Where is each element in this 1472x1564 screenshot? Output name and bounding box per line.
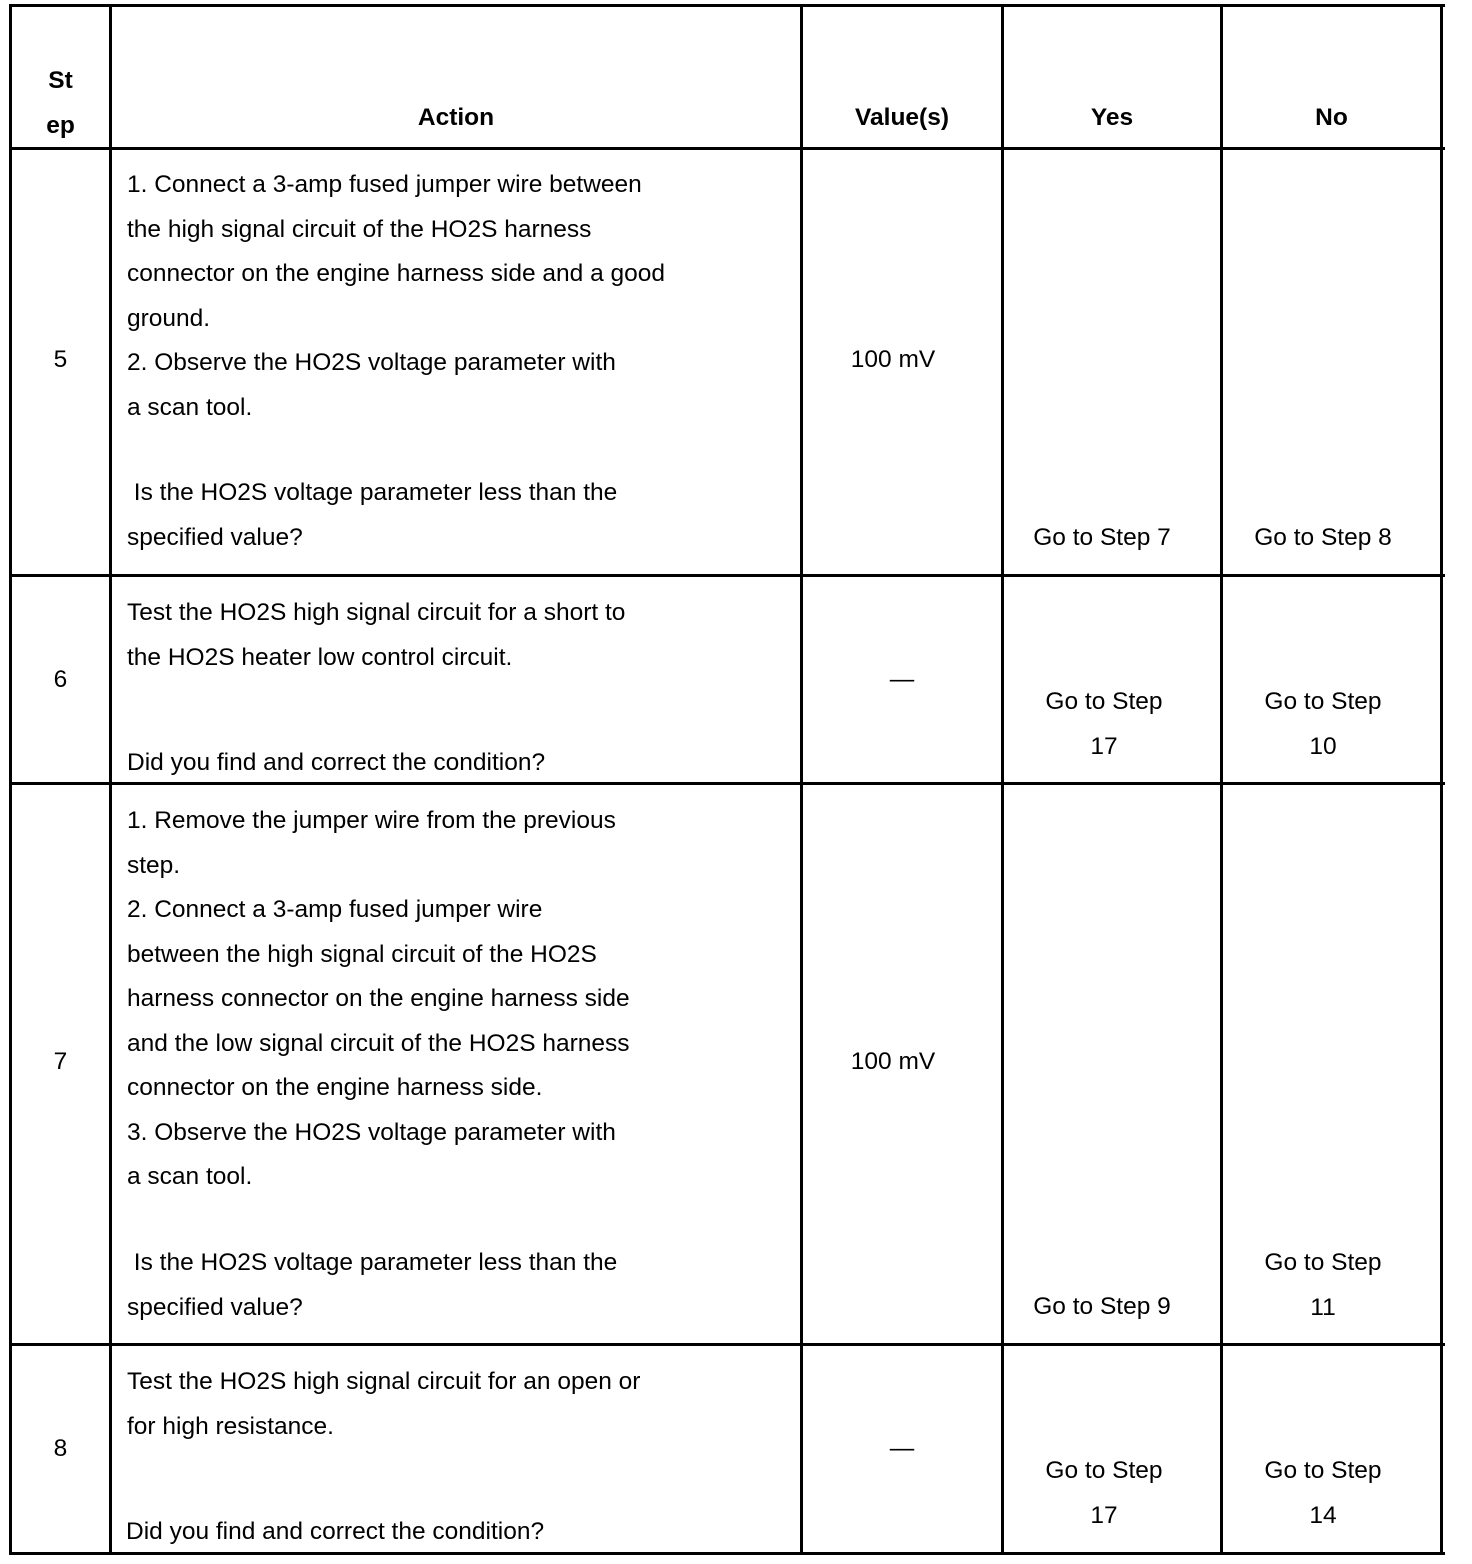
action-line: ground. xyxy=(127,304,211,332)
action-line: 3. Observe the HO2S voltage parameter with xyxy=(127,1118,616,1146)
yes-result xyxy=(1004,680,1204,769)
step-number: 6 xyxy=(53,666,68,693)
header-step xyxy=(12,59,109,148)
yes-result xyxy=(1004,516,1200,561)
action-line: Test the HO2S high signal circuit for a short to xyxy=(127,599,626,626)
no-line: Go to Step xyxy=(1264,1457,1382,1484)
action-line: the high signal circuit of the HO2S harness xyxy=(127,215,592,243)
header-step-line1: St xyxy=(48,67,73,94)
header-step-line2: ep xyxy=(46,111,75,139)
action-text xyxy=(127,1360,640,1449)
table-border-top xyxy=(9,4,1445,7)
value-cell: 100 mV xyxy=(850,1048,936,1075)
question-line: Is the HO2S voltage parameter less than the xyxy=(127,479,618,506)
question-line: Is the HO2S voltage parameter less than the xyxy=(127,1249,618,1276)
no-line: Go to Step xyxy=(1264,688,1382,715)
yes-result xyxy=(1004,1285,1200,1330)
question-text xyxy=(127,1241,617,1330)
question-text xyxy=(127,471,617,560)
no-result xyxy=(1223,680,1423,769)
action-line: 2. Connect a 3-amp fused jumper wire xyxy=(127,896,543,923)
yes-line: 17 xyxy=(1090,732,1118,760)
no-result xyxy=(1223,1449,1423,1538)
yes-line: 17 xyxy=(1090,1501,1118,1529)
yes-line: Go to Step 9 xyxy=(1033,1293,1171,1320)
table-rule-row-7 xyxy=(9,1343,1445,1346)
header-values: Value(s) xyxy=(855,104,949,131)
no-line: 10 xyxy=(1309,732,1337,760)
step-number: 5 xyxy=(53,346,68,373)
action-line: a scan tool. xyxy=(127,393,253,421)
action-text xyxy=(127,163,665,430)
question-line: specified value? xyxy=(127,523,303,551)
action-line: connector on the engine harness side and a good xyxy=(127,260,666,287)
yes-line: Go to Step xyxy=(1045,688,1163,715)
action-line: Test the HO2S high signal circuit for an open or xyxy=(127,1368,641,1395)
table-rule-row-5 xyxy=(9,574,1445,577)
step-number: 8 xyxy=(53,1435,68,1462)
no-line: 11 xyxy=(1310,1293,1336,1321)
yes-line: Go to Step 7 xyxy=(1033,524,1171,551)
no-line: Go to Step xyxy=(1264,1249,1382,1276)
yes-line: Go to Step xyxy=(1045,1457,1163,1484)
action-line: a scan tool. xyxy=(127,1163,253,1190)
action-line: 1. Remove the jumper wire from the previous xyxy=(127,807,616,834)
table-rule-step xyxy=(109,4,112,1555)
no-line: 14 xyxy=(1309,1501,1337,1529)
question-text xyxy=(126,1510,544,1555)
action-text xyxy=(127,591,625,680)
question-text xyxy=(127,741,545,786)
yes-result xyxy=(1004,1449,1204,1538)
value-cell: 100 mV xyxy=(850,346,936,373)
action-line: connector on the engine harness side. xyxy=(127,1074,543,1101)
action-line: the HO2S heater low control circuit. xyxy=(127,643,513,671)
action-line: between the high signal circuit of the HO2S xyxy=(127,940,597,968)
value-cell: — xyxy=(889,1435,915,1462)
action-line: 1. Connect a 3-amp fused jumper wire between xyxy=(127,171,642,198)
action-line: for high resistance. xyxy=(127,1412,334,1440)
action-text xyxy=(127,799,630,1200)
table-border-right xyxy=(1440,4,1443,1555)
header-action: Action xyxy=(417,104,495,131)
question-line: Did you find and correct the condition? xyxy=(127,749,546,776)
table-border-left xyxy=(9,4,12,1555)
no-result xyxy=(1223,1241,1423,1330)
action-line: 2. Observe the HO2S voltage parameter with xyxy=(127,349,616,376)
question-line: specified value? xyxy=(127,1293,303,1321)
action-line: step. xyxy=(127,851,181,879)
table-rule-action xyxy=(800,4,803,1555)
header-no: No xyxy=(1315,104,1348,131)
action-line: harness connector on the engine harness side xyxy=(127,985,630,1012)
step-number: 7 xyxy=(53,1048,68,1075)
no-result xyxy=(1223,516,1423,561)
question-line: Did you find and correct the condition? xyxy=(126,1518,545,1545)
table-rule-header xyxy=(9,147,1445,150)
action-line: and the low signal circuit of the HO2S harness xyxy=(127,1029,630,1057)
header-yes: Yes xyxy=(1090,104,1134,131)
value-cell: — xyxy=(889,666,915,693)
no-line: Go to Step 8 xyxy=(1254,524,1392,551)
